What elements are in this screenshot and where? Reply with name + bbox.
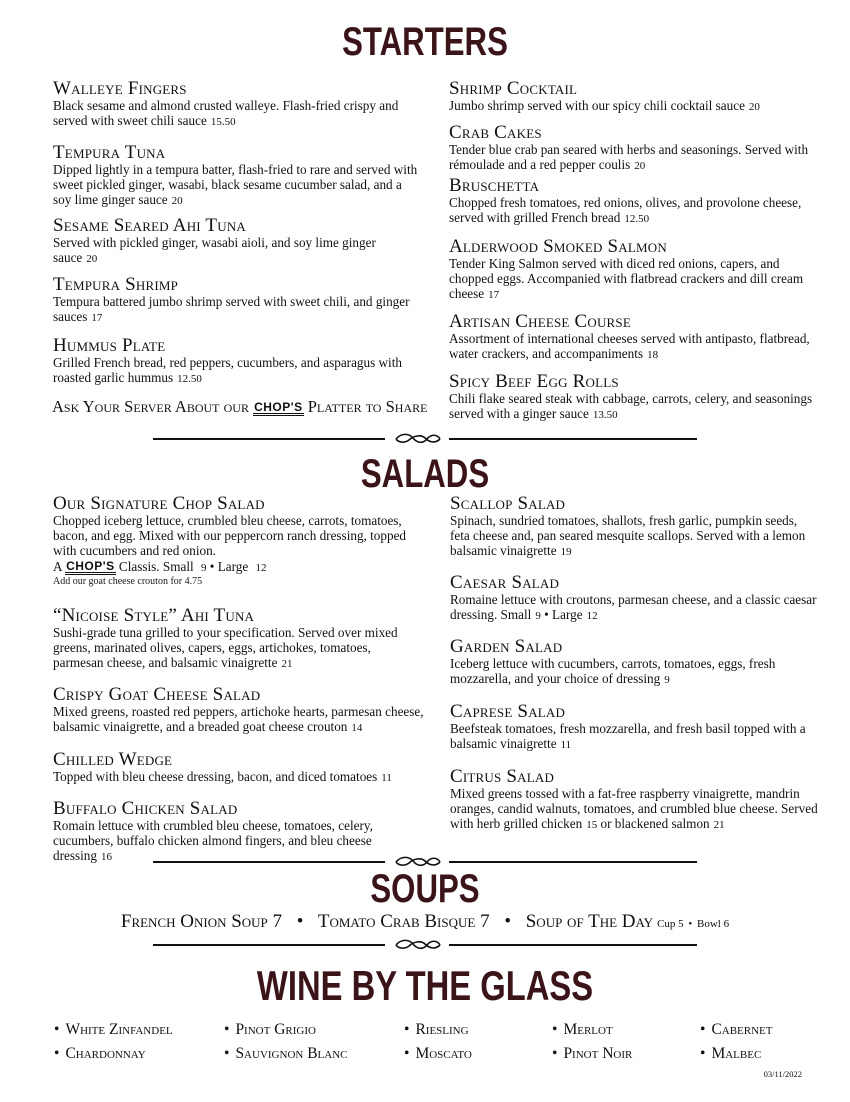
classic-label: Classis. Small bbox=[118, 558, 194, 574]
menu-item bbox=[53, 750, 423, 786]
item-name: Crab Cakes bbox=[449, 122, 542, 143]
item-price: 20 bbox=[171, 195, 183, 208]
item-name: Our Signature Chop Salad bbox=[53, 493, 265, 514]
bullet-icon: • bbox=[700, 1021, 706, 1038]
chops-logo: CHOP'S bbox=[66, 558, 115, 573]
item-price: 12.50 bbox=[624, 213, 650, 226]
platter-note bbox=[52, 397, 427, 417]
wine-item bbox=[54, 1045, 146, 1063]
menu-item bbox=[53, 275, 423, 326]
item-name: “Nicoise Style” Ahi Tuna bbox=[53, 605, 255, 626]
divider-line bbox=[153, 438, 385, 440]
menu-item bbox=[53, 685, 433, 736]
item-description: Iceberg lettuce with cucumbers, carrots, tomatoes, eggs, fresh mozzarella, and your choice of dressing bbox=[450, 656, 776, 687]
soups-list bbox=[0, 911, 850, 933]
wine-name: Merlot bbox=[563, 1021, 613, 1038]
bullet-separator: • bbox=[296, 911, 304, 932]
item-name: Scallop Salad bbox=[450, 493, 566, 514]
menu-item bbox=[53, 494, 423, 588]
menu-item bbox=[53, 606, 423, 673]
item-name: Caprese Salad bbox=[450, 701, 566, 722]
menu-item bbox=[450, 767, 820, 834]
soup-name: Soup of The Day bbox=[525, 911, 654, 932]
wine-item bbox=[224, 1045, 348, 1063]
soup-price: 7 bbox=[272, 911, 283, 932]
item-description: Tempura battered jumbo shrimp served with sweet chili, and ginger sauces bbox=[53, 294, 410, 325]
item-price: 15 bbox=[586, 819, 598, 832]
menu-item bbox=[450, 573, 820, 624]
soup-item bbox=[526, 911, 729, 932]
price-separator: • bbox=[544, 607, 549, 623]
item-description: Romaine lettuce with croutons, parmesan cheese, and a classic caesar dressing. Small bbox=[450, 592, 817, 623]
platter-note-text: Platter to Share bbox=[307, 397, 428, 416]
menu-item bbox=[53, 79, 423, 130]
bullet-icon: • bbox=[224, 1021, 230, 1038]
item-name: Walleye Fingers bbox=[53, 78, 187, 99]
bullet-icon: • bbox=[404, 1045, 410, 1062]
item-price: 19 bbox=[560, 546, 572, 559]
soup-bowl-price: Bowl 6 bbox=[697, 918, 730, 930]
item-description: Black sesame and almond crusted walleye. Flash-fried crispy and served with sweet chili sauce bbox=[53, 98, 399, 129]
item-price: 14 bbox=[351, 722, 363, 735]
bullet-icon: • bbox=[552, 1021, 558, 1038]
item-description: Chopped fresh tomatoes, red onions, olives, and provolone cheese, served with grilled French bread bbox=[449, 195, 802, 226]
item-price: 17 bbox=[91, 312, 103, 325]
menu-item bbox=[450, 494, 820, 561]
item-price: 18 bbox=[647, 349, 659, 362]
soup-cup-price: Cup 5 bbox=[657, 918, 684, 930]
ornamental-divider bbox=[153, 432, 697, 446]
item-description: Romain lettuce with crumbled bleu cheese, tomatoes, celery, cucumbers, buffalo chicken almond fingers, and bleu cheese dressing bbox=[53, 818, 373, 864]
item-price: 12 bbox=[255, 561, 267, 574]
item-name: Crispy Goat Cheese Salad bbox=[53, 684, 261, 705]
price-separator: • bbox=[209, 558, 215, 574]
wine-item bbox=[552, 1045, 632, 1063]
item-price: 11 bbox=[560, 739, 572, 752]
ornamental-divider bbox=[153, 938, 697, 952]
section-title-wine: WINE BY THE GLASS bbox=[256, 962, 594, 1009]
menu-item bbox=[53, 143, 423, 210]
menu-date: 03/11/2022 bbox=[763, 1069, 802, 1079]
item-name: Hummus Plate bbox=[53, 335, 166, 356]
wine-item bbox=[54, 1021, 173, 1039]
item-price: 20 bbox=[86, 253, 98, 266]
flourish-icon bbox=[393, 432, 443, 446]
item-price: 16 bbox=[100, 851, 112, 864]
item-price: 17 bbox=[488, 289, 500, 302]
wine-item bbox=[700, 1021, 773, 1039]
item-name: Spicy Beef Egg Rolls bbox=[449, 371, 619, 392]
menu-item bbox=[449, 237, 819, 304]
item-price: 15.50 bbox=[210, 116, 236, 129]
wine-name: Malbec bbox=[711, 1045, 762, 1062]
item-description: Dipped lightly in a tempura batter, flash-fried to rare and served with sweet pickled ginger, wasabi, black sesame cucumber salad, and a soy lime ginger sauce bbox=[53, 162, 418, 208]
wine-item bbox=[224, 1021, 316, 1039]
wine-item bbox=[404, 1021, 469, 1039]
soup-name: French Onion Soup bbox=[120, 911, 268, 932]
classic-label: A bbox=[53, 558, 62, 574]
item-name: Sesame Seared Ahi Tuna bbox=[53, 215, 246, 236]
item-price: 9 bbox=[664, 674, 670, 687]
divider-line bbox=[449, 944, 697, 946]
bullet-icon: • bbox=[54, 1045, 60, 1062]
section-title-salads: SALADS bbox=[360, 452, 490, 496]
soup-item bbox=[318, 911, 490, 932]
divider-line bbox=[153, 861, 385, 863]
menu-item bbox=[450, 702, 820, 753]
item-price: 13.50 bbox=[592, 409, 618, 422]
menu-item bbox=[449, 312, 819, 363]
size-label: Large bbox=[552, 607, 583, 623]
item-description: Sushi-grade tuna grilled to your specification. Served over mixed greens, marinated olives, capers, eggs, artichokes, tomatoes, parmesan cheese, and balsamic vinaigrette bbox=[53, 625, 398, 671]
section-title-starters: STARTERS bbox=[342, 20, 508, 64]
add-on-note: Add our goat cheese crouton for 4.75 bbox=[53, 575, 203, 587]
item-description: Spinach, sundried tomatoes, shallots, fresh garlic, pumpkin seeds, feta cheese and, pan seared mesquite scallops. Served with a lemon balsamic vinaigrette bbox=[450, 513, 806, 559]
item-name: Shrimp Cocktail bbox=[449, 78, 578, 99]
item-price: 9 bbox=[200, 561, 207, 574]
bullet-icon: • bbox=[54, 1021, 60, 1038]
wine-name: White Zinfandel bbox=[65, 1021, 173, 1038]
wine-name: Pinot Grigio bbox=[235, 1021, 316, 1038]
item-description: Mixed greens tossed with a fat-free raspberry vinaigrette, mandrin oranges, candid walnuts, tomatoes, and crumbled blue cheese. Served with herb grilled chicken bbox=[450, 786, 818, 832]
bullet-icon: • bbox=[700, 1045, 706, 1062]
item-description: Chili flake seared steak with cabbage, carrots, celery, and seasonings served with a ginger sauce bbox=[449, 391, 813, 422]
item-description: Jumbo shrimp served with our spicy chili cocktail sauce bbox=[449, 98, 745, 113]
item-price: 9 bbox=[535, 610, 541, 623]
wine-item bbox=[552, 1021, 613, 1039]
soup-name: Tomato Crab Bisque bbox=[317, 911, 476, 932]
bullet-icon: • bbox=[404, 1021, 410, 1038]
item-price: 12 bbox=[586, 610, 598, 623]
soup-price: 7 bbox=[480, 911, 490, 932]
wine-name: Pinot Noir bbox=[563, 1045, 633, 1062]
item-name: Tempura Shrimp bbox=[53, 274, 179, 295]
item-price: 20 bbox=[634, 160, 646, 173]
divider-line bbox=[449, 438, 697, 440]
item-price: 21 bbox=[713, 819, 725, 832]
wine-name: Cabernet bbox=[711, 1021, 773, 1038]
item-name: Caesar Salad bbox=[450, 572, 560, 593]
menu-item bbox=[53, 216, 423, 267]
bullet-separator: • bbox=[688, 918, 693, 930]
item-name: Chilled Wedge bbox=[53, 749, 173, 770]
item-description: Assortment of international cheeses served with antipasto, flatbread, water crackers, and accompaniments bbox=[449, 331, 810, 362]
wine-name: Sauvignon Blanc bbox=[235, 1045, 348, 1062]
item-name: Citrus Salad bbox=[450, 766, 555, 787]
item-description: Mixed greens, roasted red peppers, artichoke hearts, parmesan cheese, balsamic vinaigrette, and a breaded goat cheese crouton bbox=[53, 704, 424, 735]
bullet-icon: • bbox=[552, 1045, 558, 1062]
wine-name: Moscato bbox=[415, 1045, 472, 1062]
bullet-icon: • bbox=[224, 1045, 230, 1062]
item-price: 12.50 bbox=[177, 373, 202, 386]
wine-item bbox=[404, 1045, 472, 1063]
item-name: Buffalo Chicken Salad bbox=[53, 798, 238, 819]
item-description: Tender blue crab pan seared with herbs and seasonings. Served with rémoulade and a red pepper coulis bbox=[449, 142, 809, 173]
item-description: Topped with bleu cheese dressing, bacon, and diced tomatoes bbox=[53, 769, 378, 784]
item-name: Alderwood Smoked Salmon bbox=[449, 236, 667, 257]
item-price: 20 bbox=[748, 101, 760, 113]
item-name: Tempura Tuna bbox=[53, 142, 166, 163]
divider-line bbox=[153, 944, 385, 946]
wine-name: Riesling bbox=[415, 1021, 469, 1038]
wine-item bbox=[700, 1045, 761, 1063]
divider-line bbox=[449, 861, 697, 863]
menu-item bbox=[449, 176, 819, 227]
item-description: Grilled French bread, red peppers, cucumbers, and asparagus with roasted garlic hummus bbox=[53, 355, 402, 386]
platter-note-text: Ask Your Server About our bbox=[52, 397, 249, 416]
item-price: 21 bbox=[281, 658, 293, 671]
item-description: Tender King Salmon served with diced red onions, capers, and chopped eggs. Accompanied with flatbread crackers and dill cream cheese bbox=[449, 256, 804, 302]
flourish-icon bbox=[393, 938, 443, 952]
soup-item bbox=[121, 911, 282, 932]
menu-item bbox=[449, 372, 819, 423]
item-description: Beefsteak tomatoes, fresh mozzarella, and fresh basil topped with a balsamic vinaigrette bbox=[450, 721, 806, 752]
section-title-soups: SOUPS bbox=[370, 867, 480, 911]
item-name: Bruschetta bbox=[449, 175, 540, 196]
chops-logo: CHOP'S bbox=[254, 400, 303, 414]
bullet-separator: • bbox=[504, 911, 511, 932]
item-option: or blackened salmon bbox=[600, 816, 710, 832]
menu-item bbox=[449, 123, 819, 174]
item-name: Garden Salad bbox=[450, 636, 563, 657]
menu-item bbox=[450, 637, 820, 688]
size-label: Large bbox=[217, 558, 249, 574]
item-name: Artisan Cheese Course bbox=[449, 311, 631, 332]
item-price: 11 bbox=[381, 772, 392, 784]
menu-item bbox=[449, 79, 819, 115]
item-description: Served with pickled ginger, wasabi aioli, and soy lime ginger sauce bbox=[53, 235, 376, 266]
wine-name: Chardonnay bbox=[65, 1045, 146, 1062]
menu-item bbox=[53, 336, 423, 387]
item-description: Chopped iceberg lettuce, crumbled bleu cheese, carrots, tomatoes, bacon, and egg. Mixed with our peppercorn ranch dressing, topped with cucumbers and red onion. bbox=[53, 513, 407, 559]
